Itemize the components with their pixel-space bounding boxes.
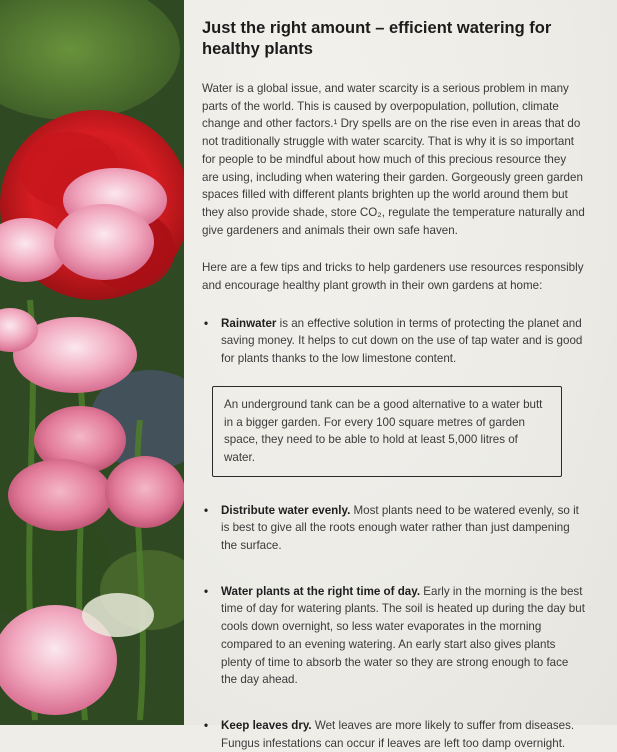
callout-box [212, 386, 562, 477]
tip-title: Water plants at the right time of day. [221, 584, 421, 598]
tip-text: Most plants need to be watered evenly, so it is best to give all the roots enough water rather than just dampening the surface. [221, 503, 579, 553]
tip-distribute-evenly [202, 502, 586, 555]
tip-title: Keep leaves dry. [221, 718, 312, 732]
tip-keep-leaves-dry [202, 717, 586, 752]
article [202, 18, 586, 752]
callout-text: An underground tank can be a good alternative to a water butt in a bigger garden. For every 100 square metres of garden space, they need to be able to hold at least 5,000 litres of water. [224, 397, 543, 464]
flower-photo [0, 0, 184, 725]
tip-right-time [202, 583, 586, 689]
tip-title: Distribute water evenly. [221, 503, 351, 517]
tip-title: Rainwater [221, 316, 277, 330]
tip-rainwater [202, 315, 586, 368]
tip-text: Early in the morning is the best time of day for watering plants. The soil is heated up during the day but cools down overnight, so less water evaporates in the morning compared to an evening watering. An early start also gives plants plenty of time to absorb the water so they are strong enough to face the day ahead. [221, 584, 585, 687]
tips-list-continued [202, 502, 586, 752]
tip-text: Wet leaves are more likely to suffer from diseases. Fungus infestations can occur if leaves are left too damp overnight. [221, 718, 575, 750]
tip-text: is an effective solution in terms of protecting the planet and saving money. It helps to cut down on the use of tap water and is good for plants thanks to the low limestone content. [221, 316, 583, 366]
article-title: Just the right amount – efficient watering for healthy plants [202, 19, 552, 58]
intro-paragraph: Water is a global issue, and water scarcity is a serious problem in many parts of the world. This is caused by overpopulation, pollution, climate change and other factors.¹ Dry spells are on the rise even in areas that do not traditionally struggle with water scarcity. That is why it is so important for people to be mindful about how much of this precious resource they are using, including when watering their garden. Gorgeously green garden spaces filled with different plants brighten up the world around them but they also provide shade, store CO₂, regulate the temperature naturally and give gardeners and animals their own safe haven. [202, 82, 585, 237]
flower-illustration [0, 0, 184, 725]
tips-intro-paragraph: Here are a few tips and tricks to help gardeners use resources responsibly and encourage healthy plant growth in their own gardens at home: [202, 261, 584, 293]
tips-list [202, 315, 586, 368]
